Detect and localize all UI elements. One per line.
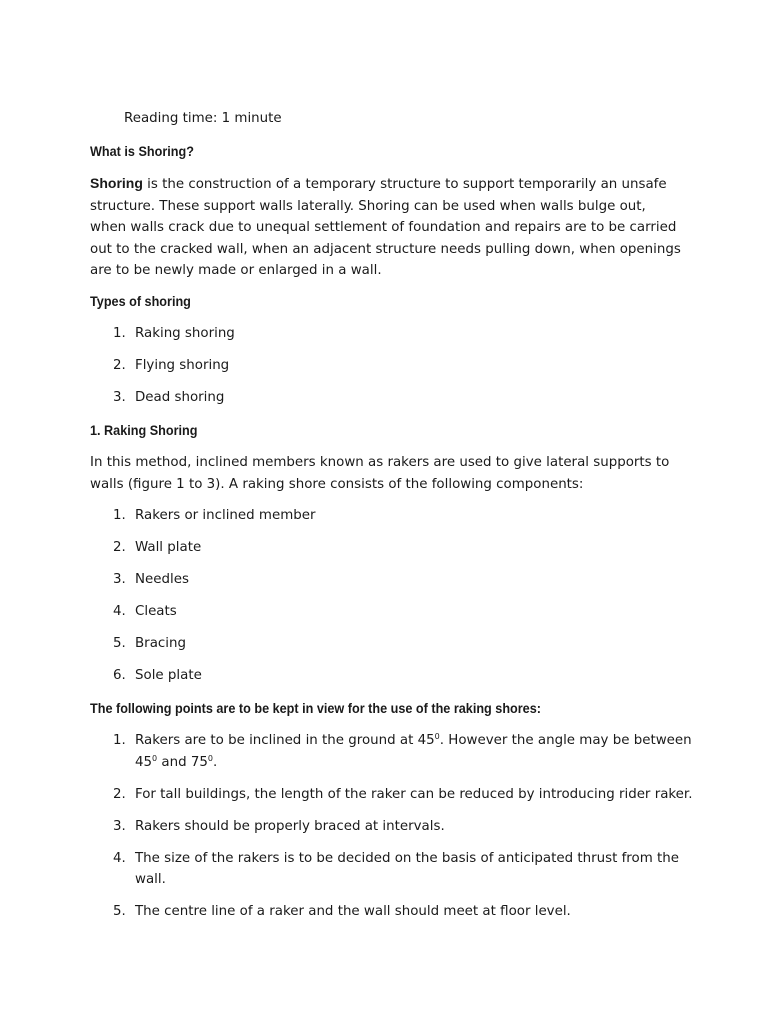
raking-paragraph: In this method, inclined members known as rakers are used to give lateral supports to walls (figure 1 to 3). A raking shore consists of the following components:	[90, 455, 670, 492]
list-item-text: Rakers or inclined member	[135, 508, 316, 523]
list-item-text: Rakers should be properly braced at intervals.	[135, 818, 445, 834]
list-item-text: The size of the rakers is to be decided on the basis of anticipated thrust from the wall.	[135, 850, 679, 887]
list-number: 2.	[113, 786, 126, 802]
list-number: 4.	[113, 850, 126, 866]
list-number: 1.	[113, 508, 126, 523]
list-item	[90, 901, 695, 923]
list-item	[90, 816, 695, 838]
heading-types-of-shoring: Types of shoring	[90, 294, 191, 309]
list-item	[90, 569, 695, 591]
list-item	[90, 730, 695, 773]
list-item-text: Dead shoring	[135, 390, 225, 405]
list-item	[90, 323, 695, 345]
list-number: 3.	[113, 572, 126, 587]
list-number: 2.	[113, 358, 126, 373]
list-number: 5.	[113, 636, 126, 651]
list-item	[90, 505, 695, 527]
list-item-text: Rakers are to be inclined in the ground at $45^0$. However the angle may be between $45^0$ and $75^0$.	[135, 732, 692, 770]
list-item-text: Cleats	[135, 604, 177, 619]
shoring-definition-paragraph	[90, 173, 686, 282]
list-number: 2.	[113, 540, 126, 555]
list-item	[90, 784, 695, 806]
shoring-definition-text: is the construction of a temporary structure to support temporarily an unsafe structure. These support walls laterally. Shoring can be used when walls bulge out, when walls crack due to unequal settlement of foundation and repairs are to be carried out to the cracked wall, when an adjacent structure needs pulling down, when openings are to be newly made or enlarged in a wall.	[90, 177, 681, 278]
list-number: 3.	[113, 390, 126, 405]
list-item	[90, 355, 695, 377]
list-number: 4.	[113, 604, 126, 619]
list-item-text: Wall plate	[135, 540, 202, 555]
list-item-text: The centre line of a raker and the wall should meet at floor level.	[135, 904, 571, 919]
reading-time: Reading time: 1 minute	[124, 111, 282, 126]
components-list	[90, 505, 695, 697]
list-item-text: Raking shoring	[135, 326, 235, 341]
list-number: 1.	[113, 326, 126, 341]
types-list	[90, 323, 695, 419]
list-item-text: Sole plate	[135, 668, 202, 683]
list-number: 6.	[113, 668, 126, 683]
heading-what-is-shoring: What is Shoring?	[90, 144, 194, 159]
list-item-text: For tall buildings, the length of the raker can be reduced by introducing rider raker.	[135, 786, 693, 802]
points-list	[90, 730, 695, 933]
heading-raking-shoring: 1. Raking Shoring	[90, 423, 198, 438]
list-item-text: Needles	[135, 572, 189, 587]
list-item	[90, 848, 695, 891]
shoring-term: Shoring	[90, 175, 143, 191]
list-item	[90, 665, 695, 687]
list-item	[90, 537, 695, 559]
heading-raking-points: The following points are to be kept in view for the use of the raking shores:	[90, 701, 541, 716]
list-number: 1.	[113, 733, 126, 748]
list-item	[90, 387, 695, 409]
list-item-text: Flying shoring	[135, 358, 230, 373]
list-item	[90, 633, 695, 655]
list-number: 3.	[113, 818, 126, 834]
list-number: 5.	[113, 904, 126, 919]
list-item-text: Bracing	[135, 636, 186, 651]
list-item	[90, 601, 695, 623]
